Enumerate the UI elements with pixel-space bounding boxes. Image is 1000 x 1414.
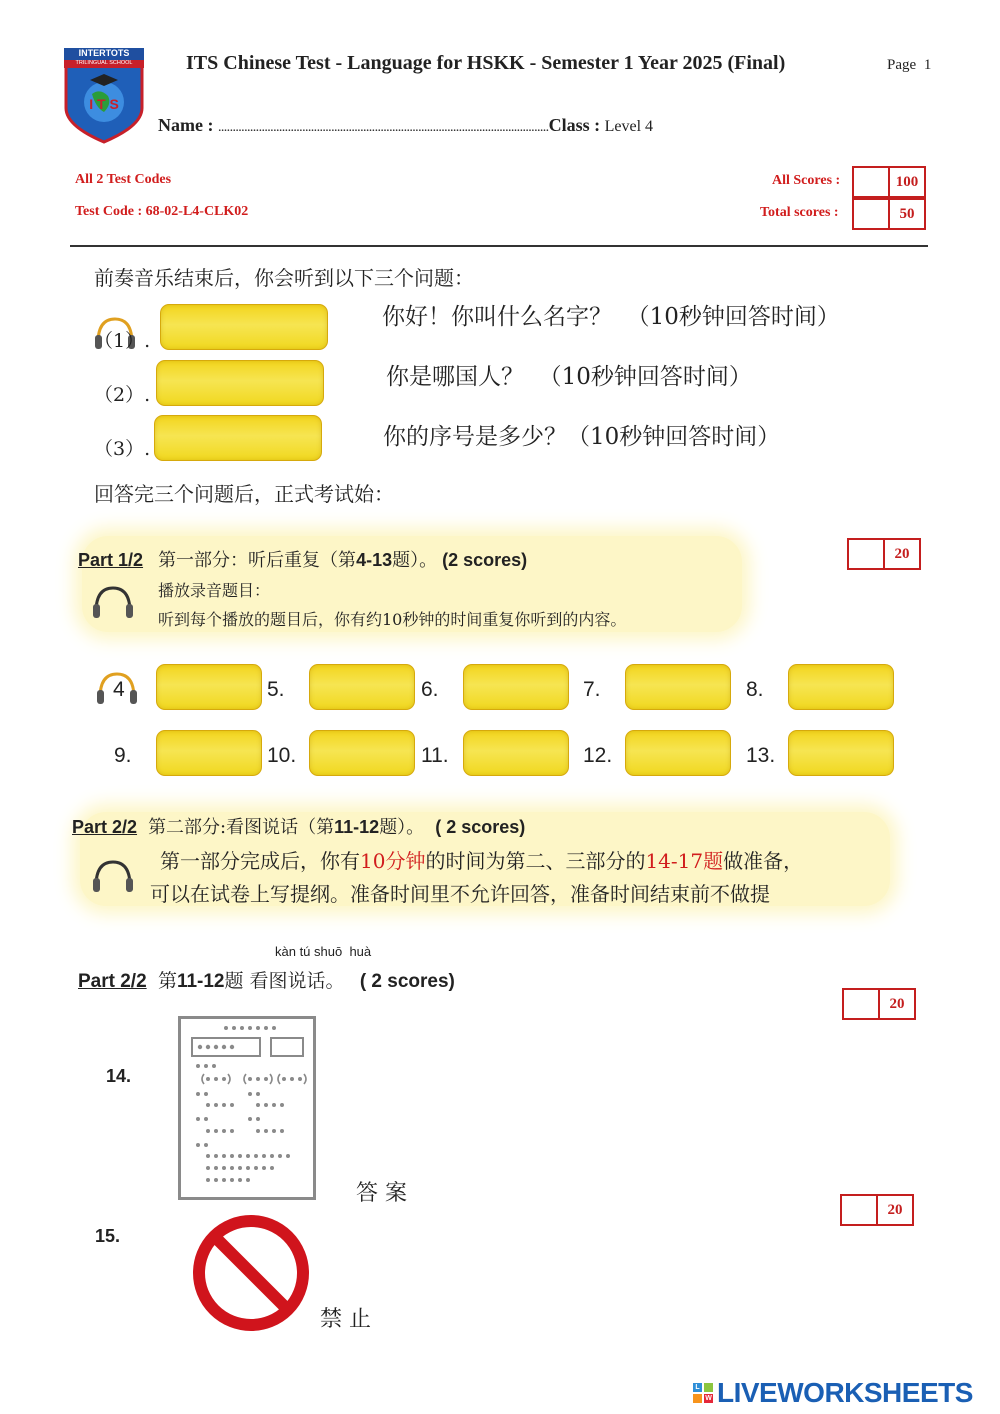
item-number: 11. (421, 744, 449, 767)
q2-audio-button[interactable] (156, 360, 324, 406)
part2b-title-b: 题 看图说话。 (224, 970, 345, 992)
q15-score-box (840, 1194, 914, 1226)
q3-label: （3）. (94, 438, 151, 460)
q3-text: 你的序号是多少？（10秒钟回答时间） (383, 424, 781, 450)
part2-line1 (160, 845, 803, 874)
part1-headphone-icon[interactable] (90, 584, 136, 624)
school-logo (60, 46, 148, 144)
item13-audio-button[interactable] (788, 730, 894, 776)
q1-label: （1）. (94, 330, 151, 352)
test-code: Test Code : 68-02-L4-CLK02 (75, 204, 249, 219)
liveworksheets-brand: LIVEWORKSHEETS (717, 1377, 973, 1408)
part2-label: Part 2/2 (72, 817, 138, 837)
school-sub: TRILINGUAL SCHOOL (75, 60, 133, 66)
all-scores-label: All Scores : (772, 173, 841, 188)
part2b-score-value: 20 (889, 995, 905, 1012)
item-number: 10. (267, 744, 297, 767)
all-scores-value: 100 (895, 173, 919, 190)
item7-audio-button[interactable] (625, 664, 731, 710)
part2b-range: 11-12 (176, 971, 225, 992)
item11-audio-button[interactable] (463, 730, 569, 776)
part2-line1-d: 14-17题 (645, 849, 724, 873)
item9-audio-button[interactable] (156, 730, 262, 776)
item4-audio-button[interactable] (156, 664, 262, 710)
part2b-score-box (842, 988, 916, 1020)
part2b-heading (78, 966, 455, 993)
part1-title-end: 题）。 (392, 550, 438, 571)
part2-heading (72, 813, 525, 839)
q2-text: 你是哪国人？ （10秒钟回答时间） (386, 364, 752, 390)
part2-title: 第二部分:看图说话（第 (148, 817, 335, 838)
part2-headphone-icon[interactable] (90, 858, 136, 898)
logo-tile (704, 1383, 713, 1392)
item12-audio-button[interactable] (625, 730, 731, 776)
q14-caption: 答 案 (356, 1181, 407, 1206)
intro-lead: 前奏音乐结束后，你会听到以下三个问题： (94, 266, 474, 290)
page-indicator (887, 57, 931, 74)
q15-caption: 禁 止 (320, 1307, 371, 1332)
name-line (158, 115, 653, 136)
item-number: 8. (746, 678, 764, 701)
q15-score-input[interactable] (842, 1196, 878, 1224)
part1-score-value: 20 (894, 545, 910, 562)
part1-line2: 听到每个播放的题目后，你有约10秒钟的时间重复你听到的内容。 (158, 610, 627, 629)
part1-label: Part 1/2 (78, 550, 144, 570)
part2-line2: 可以在试卷上写提纲。准备时间里不允许回答，准备时间结束前不做提 (150, 882, 770, 906)
part2-line1-e: 做准备， (723, 849, 804, 873)
item5-audio-button[interactable] (309, 664, 415, 710)
item-number: 12. (583, 744, 613, 767)
item-number: 4 (113, 678, 125, 701)
total-scores-value: 50 (899, 205, 915, 222)
answer-sheet-image (178, 1016, 316, 1200)
item-number: 5. (267, 678, 285, 701)
class-label: Class : (548, 115, 601, 135)
intro-after: 回答完三个问题后，正式考试始： (94, 482, 394, 506)
test-title: ITS Chinese Test - Language for HSKK - Semester 1 Year 2025 (Final) (186, 52, 786, 74)
test-codes-label: All 2 Test Codes (75, 172, 172, 187)
school-initials: I T S (89, 96, 119, 112)
part2-line1-b: 10分钟 (360, 849, 426, 873)
part2-range: 11-12 (334, 817, 380, 837)
q3-audio-button[interactable] (154, 415, 322, 461)
item-number: 7. (583, 678, 601, 701)
liveworksheets-mark-icon (693, 1383, 713, 1403)
part1-scores: (2 scores) (442, 550, 528, 570)
part2b-score-input[interactable] (844, 990, 880, 1018)
q2-label: （2）. (94, 384, 151, 406)
part1-heading (68, 546, 527, 572)
logo-letter: L (693, 1383, 702, 1392)
item6-audio-button[interactable] (463, 664, 569, 710)
item8-audio-button[interactable] (788, 664, 894, 710)
page-number: 1 (923, 57, 932, 73)
part2-title-end: 题）。 (379, 817, 425, 838)
prohibited-icon (190, 1212, 312, 1334)
name-field[interactable]: .................................................................................................................. (217, 120, 549, 135)
item-number: 6. (421, 678, 439, 701)
q1-audio-button[interactable] (160, 304, 328, 350)
part2-line1-a: 第一部分完成后，你有 (160, 849, 360, 873)
q1-text: 你好！你叫什么名字？ （10秒钟回答时间） (382, 304, 840, 330)
item10-audio-button[interactable] (309, 730, 415, 776)
q15-score-value: 20 (887, 1201, 903, 1218)
all-scores-input[interactable] (854, 168, 890, 196)
part2-scores: ( 2 scores) (435, 817, 526, 837)
logo-letter: W (705, 1395, 712, 1402)
part1-line1: 播放录音题目： (158, 581, 271, 600)
q14-number: 14. (106, 1066, 132, 1086)
part2b-scores: ( 2 scores) (359, 971, 455, 992)
part1-score-input[interactable] (849, 540, 885, 568)
item-number: 13. (746, 744, 776, 767)
part1-score-box (847, 538, 921, 570)
part2-line1-c: 的时间为第二、三部分的 (425, 849, 646, 873)
total-scores-label: Total scores : (760, 205, 839, 220)
name-label: Name : (158, 115, 214, 135)
part2b-title-a: 第 (157, 970, 177, 992)
part1-range: 4-13 (356, 550, 393, 570)
q15-number: 15. (95, 1226, 121, 1246)
school-name: INTERTOTS (78, 48, 130, 58)
part2b-label: Part 2/2 (78, 971, 147, 992)
item-number: 9. (114, 744, 132, 767)
part1-title: 第一部分：听后重复（第 (158, 550, 357, 571)
logo-tile (693, 1394, 702, 1403)
liveworksheets-logo (693, 1376, 973, 1410)
pinyin-hint: kàn tú shuō huà (275, 944, 372, 959)
all-scores-box (852, 166, 926, 198)
page-label: Page (887, 57, 917, 73)
total-scores-input[interactable] (854, 200, 890, 228)
header-divider (70, 245, 928, 247)
class-value: Level 4 (604, 118, 654, 135)
total-scores-box (852, 198, 926, 230)
